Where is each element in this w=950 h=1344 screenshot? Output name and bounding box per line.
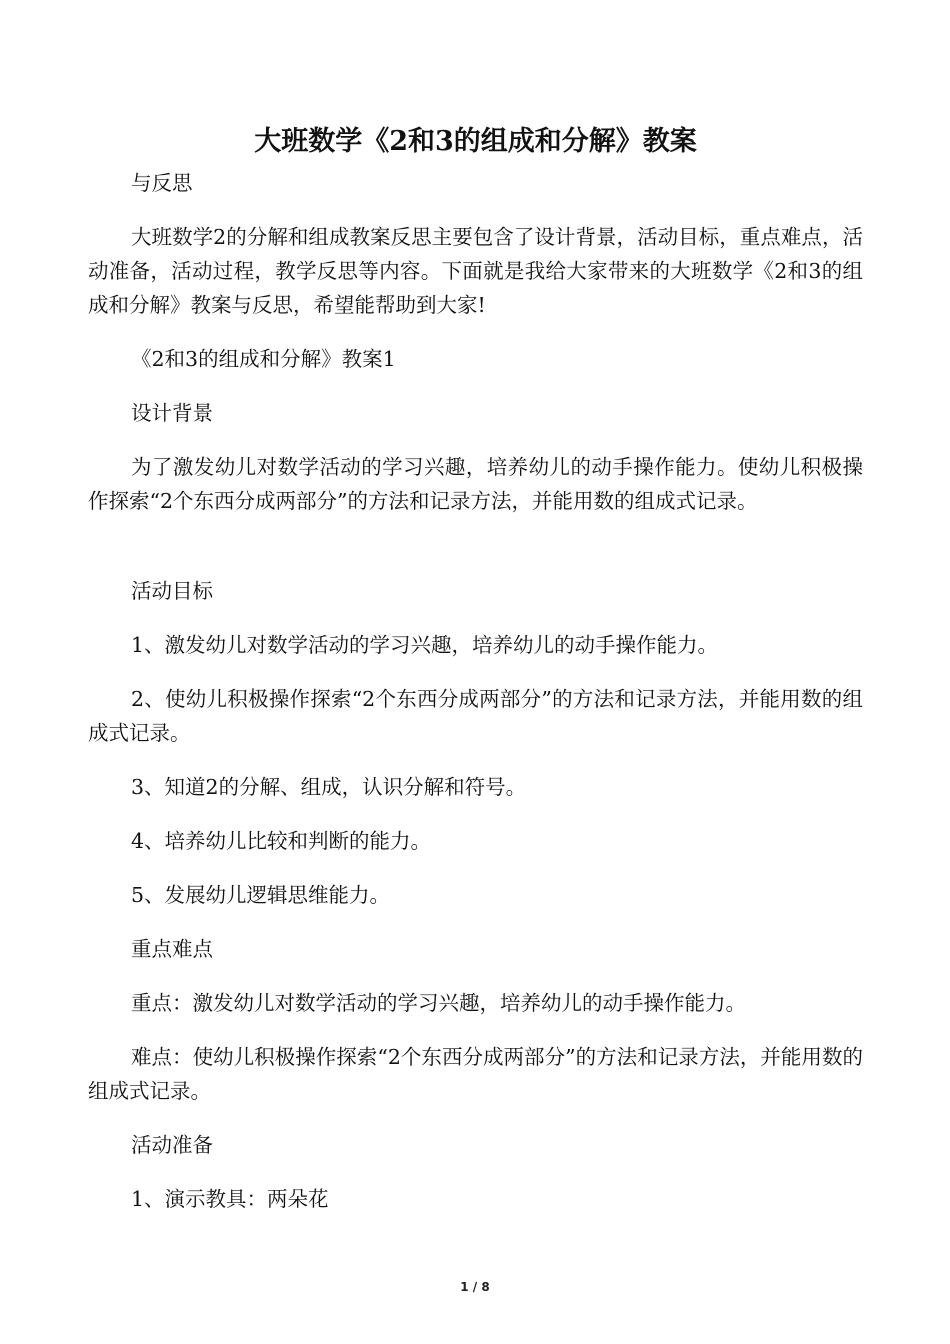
section-heading-activity-goals: 活动目标 xyxy=(131,579,213,603)
paragraph-design-background: 为了激发幼儿对数学活动的学习兴趣，培养幼儿的动手操作能力。使幼儿积极操作探索“2个东西分成两部分”的方法和记录方法，并能用数的组成式记录。 xyxy=(88,455,863,513)
document-title: 大班数学《2和3的组成和分解》教案 xyxy=(254,126,697,158)
section-heading-key-points: 重点难点 xyxy=(131,937,213,961)
list-item-goal-5: 5、发展幼儿逻辑思维能力。 xyxy=(131,883,391,907)
section-heading-preparation: 活动准备 xyxy=(131,1133,213,1157)
paragraph-intro: 大班数学2的分解和组成教案反思主要包含了设计背景，活动目标，重点难点，活动准备，活动过程，教学反思等内容。下面就是我给大家带来的大班数学《2和3的组成和分解》教案与反思，希望能帮助到大家! xyxy=(88,225,863,317)
document-page xyxy=(88,0,863,1344)
section-heading-design-background: 设计背景 xyxy=(131,401,213,425)
list-item-goal-1: 1、激发幼儿对数学活动的学习兴趣，培养幼儿的动手操作能力。 xyxy=(131,633,719,657)
paragraph-key-point: 重点：激发幼儿对数学活动的学习兴趣，培养幼儿的动手操作能力。 xyxy=(131,991,746,1015)
list-item-goal-2: 2、使幼儿积极操作探索“2个东西分成两部分”的方法和记录方法，并能用数的组成式记录。 xyxy=(88,687,863,745)
paragraph-difficult-point: 难点：使幼儿积极操作探索“2个东西分成两部分”的方法和记录方法，并能用数的组成式记录。 xyxy=(88,1045,863,1103)
list-item-goal-3: 3、知道2的分解、组成，认识分解和符号。 xyxy=(131,775,527,799)
list-item-preparation-1: 1、演示教具：两朵花 xyxy=(131,1187,329,1211)
page-number: 1 / 8 xyxy=(460,1280,490,1294)
list-item-goal-4: 4、培养幼儿比较和判断的能力。 xyxy=(131,829,432,853)
paragraph-subtitle: 与反思 xyxy=(131,171,193,195)
section-heading-lesson-1: 《2和3的组成和分解》教案1 xyxy=(131,347,396,371)
